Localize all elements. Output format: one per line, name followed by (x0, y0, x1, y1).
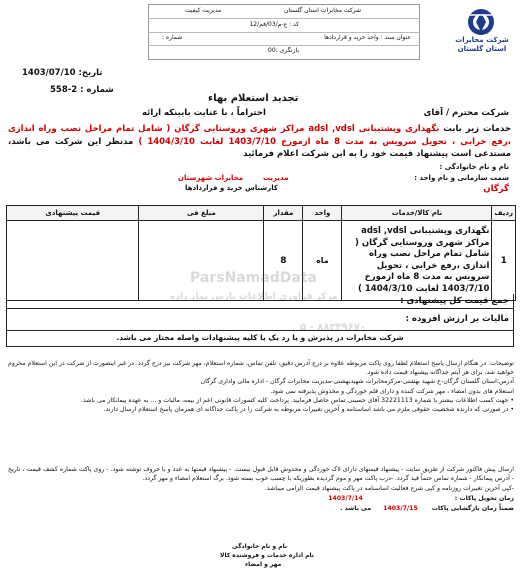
opening-date: 1403/7/15 (383, 504, 418, 512)
cell-qty: 8 (264, 221, 303, 301)
form-code: کد : ع-م/03/فم/12 (249, 21, 299, 28)
deadline-line (8, 494, 514, 503)
signer-name: نام و نام خانوادگی (232, 543, 288, 550)
deadline-label: زمان تحویل پاکات : (454, 495, 514, 503)
table-row (7, 221, 516, 301)
cell-unit: ماه (303, 221, 342, 301)
note-legal: • در صورتی که دارنده شخصیت حقوقی ملزم می باشد اساسنامه و آخرین تغییرات مربوطه به شرکت را در پاکت جداگانه ای همزمان پاسخ استعلام ارسال دارند. (103, 406, 514, 414)
expert-value: کارشناس خرید و قراردادها (185, 184, 278, 192)
total-row (6, 294, 514, 309)
vat-row (6, 309, 514, 331)
number-label: شماره : (162, 34, 183, 41)
col-header-unit: واحد (303, 206, 342, 221)
name-label: نام و نام خانوادگی : (439, 163, 509, 171)
signer-seal: مهر و امضاء (245, 561, 282, 568)
total-label: جمع قیمت کل پیشنهادی : (400, 296, 509, 306)
logo-caption: شرکت مخابرات استان گلستان (455, 36, 509, 53)
footer-note: شرکت مخابرات در پذیرش و یا رد یک یا کلیه پیشنهادات واصله مختار می باشد. (116, 333, 404, 342)
deadline-date: 1403/7/14 (328, 495, 363, 503)
watermark-subtitle: مرکز فراوری اطلاعات پارس نماد داده (170, 292, 338, 302)
items-table (6, 205, 516, 301)
col-header-amount: مبلغ فی (139, 206, 264, 221)
unit-value: مخابرات شهرستان (178, 174, 244, 182)
position-value: مدیریت (263, 174, 289, 182)
instructions-section (8, 465, 514, 513)
cell-offer[interactable] (7, 221, 139, 301)
services-description: نگهداری وپشتیبانی adsl ,vdsl مراکز شهری وروستایی گرگان ( شامل تمام مراحل نصب وراه اندازی ،رفع خرابی ، تحویل سرویس به مدت 8 ماه ازمورخ 1403/7/10 لغایت 1404/3/10 ) (8, 124, 511, 147)
divider (148, 18, 420, 19)
addressee-line: شرکت محترم / آقای (423, 108, 509, 118)
instructions-copy: -کپی آخرین تغییرات روزنامه و کپی شرح فعالیت اساسنامه در پاکت پیشنهاد قیمت الزامی میباشد. (264, 484, 514, 492)
unit-label: سمت سازمانی و نام واحد : (414, 174, 509, 182)
opening-label: ضمناً زمان بازگشایی پاکات (431, 504, 514, 512)
note-address: آدرس:استان گلستان گرگان-خ شهید بهشتی-مرکزمخابرات شهیدبهشتی-مدیریت مخابرات گرگان - اداره مالی واداری گرگان (200, 378, 514, 386)
note-text: توضیحات: در هنگام ارسال پاسخ استعلام لطفا روی پاکت مربوطه علاوه بر درج آدرس دقیق، تلفن تماس، شماره استعلام، مهر شرکت نیز درج گردد. در غیر اینصورت از شرکت در این استعلام محروم خواهید شد. برای هر آیتم جداگانه پیشنهاد قیمت داده شود. (8, 360, 514, 377)
divider (148, 45, 420, 46)
col-header-item: نام کالا/خدمات (342, 206, 492, 221)
revision-label: بازنگری :00 (268, 47, 299, 54)
number-field: شماره : 2-558 (50, 85, 114, 95)
watermark-phone: ۸۸۳۴۹۶۷۰ - ۵ (300, 322, 367, 333)
services-prefix: خدمات زیر بابت (443, 124, 511, 134)
vat-label: مالیات بر ارزش افزوده : (405, 314, 509, 324)
col-header-qty: مقدار (264, 206, 303, 221)
note-contact: • جهت کسب اطلاعات بیشتر با شماره 32221113 آقای حسینی تماس حاصل فرمایید. پرداخت کلیه کسورات قانونی اعم از بیمه، مالیات و ... به عهده پیمانکار می باشد. (81, 396, 514, 404)
cell-row: 1 (492, 221, 516, 301)
col-header-offer: قیمت پیشنهادی (7, 206, 139, 221)
note-signature: استعلام های بدون امضاء ، مهر شرکت کننده و دارای قلم خوردگی و مخدوش پذیرفته نمی شود. (270, 387, 514, 395)
company-logo (448, 6, 514, 64)
respect-line: احتراماً ، با عنایت بایینکه ارائه (142, 108, 266, 118)
watermark-site: ParsNamadData (190, 270, 317, 286)
request-paragraph (8, 123, 511, 161)
footer-note-row (6, 331, 514, 347)
notes-section (8, 359, 514, 414)
cell-item: نگهداری وپشتیبانی adsl ,vdsl مراکز شهری وروستایی گرگان ( شامل تمام مراحل نصب وراه اندازی ،رفع خرابی ، تحویل سرویس به مدت 8 ماه ازمورخ 1403/7/10 لغایت 1404/3/10 ) (342, 221, 492, 301)
services-suffix: مدنظر این شرکت می باشد، مستدعی است پیشنهاد قیمت خود را به این شرکت اعلام فرمائید (8, 136, 511, 159)
instructions-text: ارسال پیش فاکتور شرکت از طریق سایت - پیشنهاد قیمتهای دارای لاک خوردگی و مخدوش قابل قبول نیست. - پیشنهاد قیمتها به عدد و با حروف نوشته شود. - روی پاکت شماره کشف قیمت ، تاریخ - آدرس پیمانکار - شماره تماس حتماً قید گردد. -درب پاکت مهر و موم گردیده بطوریکه با چسب خوب بسته شود. برگ استعلام امضاء و مهر گردد. (8, 466, 514, 483)
date-field: تاریخ: 1403/07/10 (22, 68, 103, 78)
document-title-label: عنوان سند : واحد خرید و قراردادها (324, 34, 411, 41)
cell-amount[interactable] (139, 221, 264, 301)
table-header-row (7, 206, 516, 221)
quality-management: مدیریت کیفیت (185, 7, 222, 14)
divider (148, 32, 420, 33)
signer-title: نام اداره خدمات و فروشنده کالا (220, 552, 315, 559)
col-header-row: ردیف (492, 206, 516, 221)
opening-suffix: می باشد . (340, 504, 372, 512)
city-value: گرگان (483, 184, 509, 194)
company-name: شرکت مخابرات استان گلستان (284, 7, 361, 14)
opening-line (8, 504, 514, 513)
page-title: تجدید استعلام بهاء (208, 93, 299, 104)
